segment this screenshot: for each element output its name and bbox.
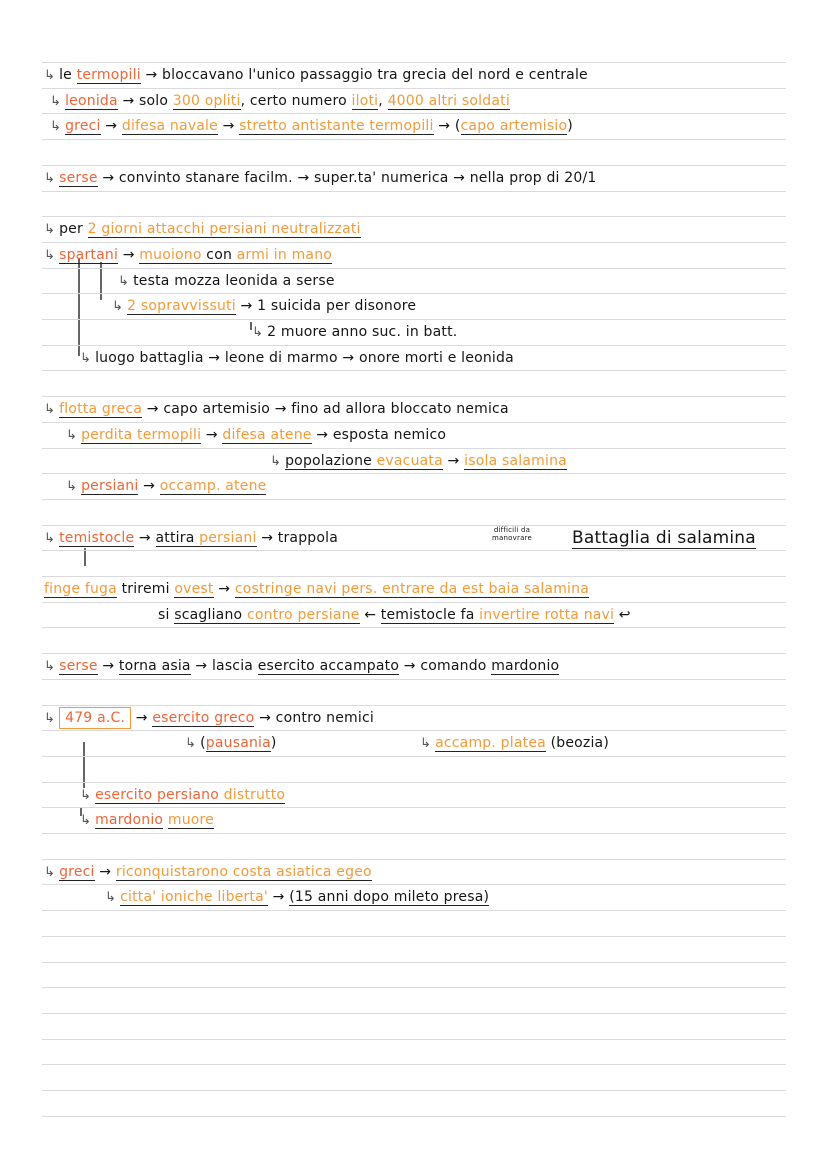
ruled-line — [42, 139, 786, 140]
ruled-line — [42, 884, 786, 885]
highlighted-term: contro persiane — [246, 606, 360, 623]
ruled-line — [42, 550, 786, 551]
note-text: 2 muore anno suc. in batt. — [267, 324, 458, 340]
branch-arrow-icon: ↳ — [50, 93, 62, 109]
note-text: Battaglia di salamina — [572, 527, 756, 548]
branch-arrow-icon: ↳ — [44, 402, 56, 418]
note-text: → comando — [399, 658, 492, 675]
note-text: per — [59, 221, 88, 238]
highlighted-term: 2 sopravvissuti — [127, 298, 236, 315]
note-line — [80, 348, 514, 369]
highlighted-term: distrutto — [219, 786, 286, 803]
note-line — [50, 91, 510, 112]
ruled-line — [42, 859, 786, 860]
ruled-line — [42, 987, 786, 988]
ruled-line — [42, 1013, 786, 1014]
ruled-line — [42, 191, 786, 192]
highlighted-term: 300 opliti — [172, 92, 241, 109]
branch-arrow-icon: ↳ — [66, 479, 78, 495]
note-line — [44, 245, 332, 266]
branch-arrow-icon: ↳ — [44, 247, 56, 263]
note-line — [105, 887, 489, 908]
highlighted-term: evacuata — [376, 452, 443, 469]
note-text: attira — [155, 529, 200, 546]
highlighted-term: greci — [65, 118, 101, 135]
note-text: , certo numero — [240, 92, 352, 109]
branch-arrow-icon: ↳ — [44, 68, 56, 83]
ruled-line — [42, 319, 786, 320]
note-line — [420, 733, 609, 754]
note-line — [185, 733, 277, 754]
highlighted-term: muore — [167, 812, 214, 829]
ruled-line — [42, 1116, 786, 1117]
note-line — [158, 605, 631, 625]
ruled-line — [42, 448, 786, 449]
note-line — [80, 785, 285, 806]
branch-arrow-icon: ↳ — [420, 736, 432, 752]
ruled-line — [42, 88, 786, 89]
note-text: popolazione — [285, 452, 377, 469]
ruled-line — [42, 293, 786, 294]
vertical-connector — [78, 258, 80, 356]
note-line — [44, 656, 559, 677]
note-line — [118, 271, 335, 292]
ruled-line — [42, 962, 786, 963]
highlighted-term: leonida — [65, 92, 118, 109]
highlighted-term: difesa navale — [121, 118, 218, 135]
note-line — [44, 168, 597, 189]
highlighted-term: stretto antistante termopili — [239, 118, 434, 135]
ruled-line — [42, 756, 786, 757]
highlighted-term: persiani — [199, 529, 257, 546]
note-text: → convinto stanare facilm. → super.ta' numerica → nella prop di 20/1 — [97, 169, 597, 186]
note-text: → — [213, 581, 235, 597]
note-text: → — [134, 529, 156, 546]
note-text: → — [97, 658, 119, 675]
note-text: si — [158, 606, 175, 623]
note-line — [572, 528, 756, 548]
note-text: temistocle fa — [380, 606, 480, 623]
note-text: → capo artemisio → fino ad allora bloccato nemica — [142, 401, 509, 418]
note-text: → — [201, 426, 223, 443]
note-text: → trappola — [256, 529, 339, 546]
highlighted-term: citta' ioniche liberta' — [120, 889, 268, 906]
note-text: , — [378, 92, 388, 109]
branch-arrow-icon: ↳ — [44, 530, 56, 546]
ruled-line — [42, 679, 786, 680]
highlighted-term: serse — [59, 658, 98, 675]
highlighted-term: muoiono — [139, 246, 202, 263]
branch-arrow-icon: ↳ — [66, 427, 78, 443]
note-text: ) — [270, 735, 277, 752]
highlighted-term: accamp. platea — [435, 735, 546, 752]
ruled-line — [42, 268, 786, 269]
ruled-line — [42, 216, 786, 217]
note-line — [44, 528, 338, 549]
note-text: → 1 suicida per disonore — [235, 298, 417, 315]
ruled-line — [42, 113, 786, 114]
ruled-line — [42, 345, 786, 346]
highlighted-term: spartani — [59, 246, 119, 263]
ruled-line — [42, 705, 786, 706]
ruled-line — [42, 807, 786, 808]
ruled-line — [42, 473, 786, 474]
note-text: torna asia — [118, 658, 191, 675]
highlighted-term: ovest — [174, 581, 214, 597]
note-line — [66, 476, 266, 497]
ruled-line — [42, 499, 786, 500]
highlighted-term: occamp. atene — [159, 478, 267, 495]
note-line — [44, 399, 509, 420]
note-line — [44, 862, 372, 883]
ruled-line — [42, 936, 786, 937]
branch-arrow-icon: ↳ — [50, 119, 62, 135]
highlighted-term: invertire rotta navi — [479, 606, 615, 623]
note-text: → — [118, 246, 140, 263]
highlighted-term: termopili — [76, 67, 141, 83]
note-text: (15 anni dopo mileto presa) — [289, 889, 490, 906]
note-text: difficili da manovrare — [492, 525, 532, 542]
note-text: → bloccavano l'unico passaggio tra grecia del nord e centrale — [140, 67, 588, 83]
highlighted-term: greci — [59, 863, 95, 880]
note-text: esercito accampato — [257, 658, 400, 675]
branch-arrow-icon: ↳ — [270, 453, 282, 469]
branch-arrow-icon: ↳ — [112, 299, 124, 315]
note-text: ↩ — [614, 606, 631, 623]
note-text: → lascia — [190, 658, 258, 675]
ruled-line — [42, 576, 786, 577]
note-text: mardonio — [491, 658, 560, 675]
highlighted-term: 4000 altri soldati — [387, 92, 510, 109]
highlighted-term: isola salamina — [464, 452, 567, 469]
highlighted-term: riconquistarono costa asiatica egeo — [115, 863, 372, 880]
ruled-line — [42, 165, 786, 166]
branch-arrow-icon: ↳ — [80, 350, 92, 366]
branch-arrow-icon: ↳ — [44, 864, 56, 880]
branch-arrow-icon: ↳ — [44, 710, 56, 726]
ruled-line — [42, 782, 786, 783]
branch-arrow-icon: ↳ — [44, 170, 56, 186]
note-text: → — [217, 118, 240, 135]
note-line — [44, 219, 361, 240]
note-line — [252, 322, 457, 343]
highlighted-term: finge fuga — [44, 581, 117, 597]
note-text: con — [201, 246, 237, 263]
highlighted-term: serse — [59, 169, 98, 186]
highlighted-term: 2 giorni attacchi persiani neutralizzati — [87, 221, 361, 238]
boxed-date: 479 a.C. — [59, 707, 131, 729]
ruled-line — [42, 62, 786, 63]
note-text: → contro nemici — [254, 709, 374, 726]
note-text: luogo battaglia → leone di marmo → onore morti e leonida — [95, 349, 514, 366]
ruled-line — [42, 242, 786, 243]
note-text: (beozia) — [545, 735, 609, 752]
ruled-line — [42, 910, 786, 911]
highlighted-term: persiani — [81, 478, 139, 495]
ruled-line — [42, 370, 786, 371]
note-text: triremi — [116, 581, 175, 597]
ruled-line — [42, 396, 786, 397]
ruled-line — [42, 653, 786, 654]
ruled-line — [42, 730, 786, 731]
ruled-line — [42, 1090, 786, 1091]
highlighted-term: flotta greca — [59, 401, 143, 418]
note-text: → — [131, 709, 153, 726]
note-line — [44, 579, 589, 599]
highlighted-term: mardonio — [95, 812, 164, 829]
highlighted-term: capo artemisio — [460, 118, 568, 135]
note-line — [50, 116, 573, 137]
branch-arrow-icon: ↳ — [44, 222, 56, 238]
note-text: → ( — [433, 118, 461, 135]
note-text: → esposta nemico — [311, 426, 447, 443]
note-text: → — [442, 452, 465, 469]
branch-arrow-icon: ↳ — [80, 787, 92, 803]
ruled-line — [42, 1039, 786, 1040]
note-text: ) — [567, 118, 573, 135]
note-text: → — [100, 118, 122, 135]
note-line — [66, 425, 446, 446]
branch-arrow-icon: ↳ — [80, 813, 92, 829]
note-text: → — [138, 478, 160, 495]
branch-arrow-icon: ↳ — [252, 325, 264, 340]
highlighted-term: perdita termopili — [81, 426, 202, 443]
ruled-line — [42, 525, 786, 526]
note-text: scagliano — [174, 606, 247, 623]
branch-arrow-icon: ↳ — [118, 273, 130, 289]
branch-arrow-icon: ↳ — [185, 736, 197, 752]
highlighted-term: pausania — [205, 735, 271, 752]
highlighted-term: armi in mano — [236, 246, 333, 263]
note-line — [112, 296, 416, 317]
highlighted-term: temistocle — [59, 529, 135, 546]
highlighted-term: costringe navi pers. entrare da est baia salamina — [234, 581, 589, 597]
note-text: → — [94, 863, 116, 880]
ruled-line — [42, 833, 786, 834]
branch-arrow-icon: ↳ — [105, 890, 117, 906]
ruled-line — [42, 422, 786, 423]
note-line — [80, 810, 214, 831]
highlighted-term: iloti — [351, 92, 379, 109]
note-line — [482, 526, 542, 542]
highlighted-term: difesa atene — [222, 426, 312, 443]
note-line — [270, 451, 567, 472]
note-line — [44, 708, 374, 729]
ruled-line — [42, 1064, 786, 1065]
ruled-line — [42, 627, 786, 628]
note-text: → solo — [117, 92, 173, 109]
ruled-line — [42, 602, 786, 603]
branch-arrow-icon: ↳ — [44, 659, 56, 675]
note-text: → — [267, 889, 290, 906]
highlighted-term: esercito greco — [152, 709, 255, 726]
note-text: le — [59, 67, 77, 83]
note-text: testa mozza leonida a serse — [133, 272, 335, 289]
note-line — [44, 65, 588, 86]
highlighted-term: esercito persiano — [95, 786, 220, 803]
note-text: ← — [359, 606, 381, 623]
note-text: ( — [200, 735, 206, 752]
